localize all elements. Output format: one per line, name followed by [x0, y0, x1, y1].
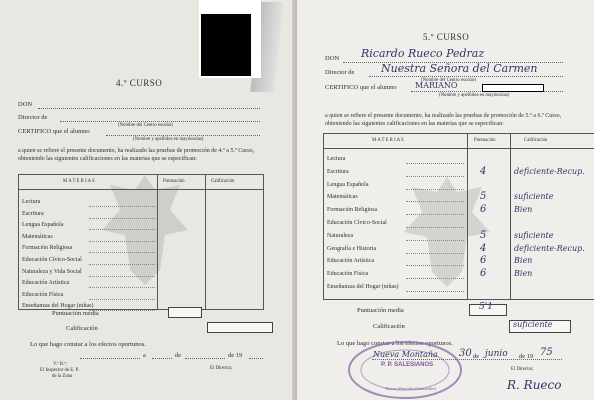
zona-label: de la Zona — [52, 374, 73, 379]
subject-label: Formación Religiosa — [327, 207, 378, 214]
year-line — [249, 358, 263, 359]
date-de: de — [473, 353, 480, 360]
subject-leader — [406, 176, 464, 177]
subject-label: Educación Artística — [327, 258, 375, 265]
puntuacion-media-label: Puntuación media — [52, 310, 99, 317]
intro-paragraph: a quien se refiere el presente documento, ha realizado las pruebas de promoción de 4.º a 5.º Curso, obteniendo las siguientes calificaciones en las materias que se especifican: — [18, 148, 255, 162]
subject-leader — [89, 299, 155, 300]
subject-label: Educación Física — [327, 271, 369, 278]
col-puntuacion: Puntuación — [163, 179, 185, 184]
subject-leader — [406, 214, 464, 215]
centre-caption: (Nombre del Centro escolar) — [421, 78, 477, 83]
subject-leader — [89, 264, 155, 265]
subject-leader — [406, 253, 464, 254]
director-signature: R. Rueco — [507, 378, 562, 392]
subject-label: Enseñanzas del Hogar (niñas) — [327, 284, 399, 290]
subject-leader — [406, 291, 464, 292]
subject-label: Lengua Española — [327, 181, 369, 188]
subject-leader — [89, 218, 155, 219]
director-name: Ricardo Rueco Pedraz — [361, 47, 485, 60]
subject-label: Educación Física — [22, 291, 64, 298]
subject-score: 5 — [480, 191, 487, 203]
subject-label: Matemáticas — [327, 194, 358, 201]
day-value: 30 — [459, 348, 472, 359]
puntuacion-media-label: Puntuación media — [357, 307, 404, 314]
date-year: de 19 — [228, 352, 243, 359]
director-label: Director de — [18, 114, 48, 121]
subject-grade: deficiente-Recup. — [514, 243, 585, 253]
closing-text: Lo que hago constar a los efectos oportunos. — [30, 341, 146, 348]
stamp-subtext: Nueva Montaña (Santander) — [385, 386, 436, 391]
subject-leader — [406, 227, 464, 228]
subject-leader — [89, 241, 155, 242]
subject-leader — [89, 252, 155, 253]
puntuacion-media-value: 5'1 — [479, 302, 493, 312]
subject-label: Geografía e Historia — [327, 245, 376, 252]
subject-grade: Bien — [514, 205, 533, 215]
subject-leader — [406, 201, 464, 202]
redacted-surname — [482, 84, 544, 92]
calificacion-label: Calificación — [373, 323, 405, 330]
student-name: MARIANO — [415, 81, 458, 90]
year-value: 75 — [540, 347, 553, 358]
subject-score: 4 — [480, 242, 487, 254]
director-sign-label: El Director, — [511, 367, 534, 372]
subject-leader — [406, 240, 464, 241]
subject-label: Lengua Española — [22, 222, 64, 229]
stamp-text: P. P. SALESIANOS — [381, 362, 434, 368]
place-line — [80, 358, 140, 359]
name-caption: (Nombre y apellidos en mayúsculas) — [439, 93, 510, 98]
director-label: Director de — [325, 69, 355, 76]
subject-label: Educación Cívico-Social — [327, 220, 387, 226]
school-name: Nuestra Señora del Carmen — [381, 62, 538, 75]
subject-grade: Bien — [514, 256, 533, 266]
subject-label: Educación Cívico-Social — [22, 257, 82, 263]
student-line — [106, 135, 260, 136]
subject-score: 4 — [480, 165, 487, 177]
subject-label: Matemáticas — [22, 233, 53, 240]
don-label: DON — [18, 101, 33, 108]
subject-leader — [406, 265, 464, 266]
subject-leader — [406, 189, 464, 190]
subject-label: Escritura — [22, 210, 44, 217]
col-puntuacion: Puntuación — [474, 138, 496, 143]
calificacion-value: suficiente — [513, 320, 553, 329]
closing-text: Lo que hago constar a los efectos oportunos. — [337, 340, 453, 347]
subject-leader — [89, 206, 155, 207]
date-a: a — [143, 352, 146, 359]
page-title: 4.º CURSO — [116, 78, 163, 88]
subject-label: Lectura — [327, 156, 346, 162]
subject-leader — [89, 276, 155, 277]
subject-leader — [406, 163, 464, 164]
subject-score: 6 — [480, 204, 487, 216]
don-line — [38, 108, 260, 109]
col-calificacion: Calificación — [524, 138, 548, 143]
col-calificacion: Calificación — [211, 179, 235, 184]
date-de: de — [175, 352, 182, 359]
col-materias: M A T E R I A S — [63, 179, 95, 184]
date-line — [372, 359, 562, 360]
director-line — [60, 121, 260, 122]
intro-paragraph: a quien se refiere el presente documento, ha realizado las pruebas de promoción de 5.º a 6.º Curso, obteniendo las siguientes calificaciones en las materias que se especifican: — [325, 113, 562, 127]
month-value: junio — [485, 349, 508, 359]
cert-label: CERTIFICO que el alumno — [325, 84, 397, 91]
day-line — [152, 358, 172, 359]
subject-label: Escritura — [327, 168, 349, 175]
col-materias: M A T E R I A S — [372, 138, 404, 143]
subject-score: 5 — [480, 229, 487, 241]
centre-caption: (Nombre del Centro escolar) — [118, 123, 174, 128]
subject-score: 6 — [480, 255, 487, 267]
subject-score: 6 — [480, 268, 487, 280]
calificacion-box — [207, 322, 273, 333]
name-caption: (Nombre y apellidos en mayúsculas) — [133, 137, 204, 142]
grades-table — [323, 133, 594, 300]
calificacion-label: Calificación — [66, 325, 98, 332]
place-value: Nueva Montaña — [373, 350, 438, 359]
subject-label: Lectura — [22, 199, 41, 205]
month-line — [185, 358, 225, 359]
right-page — [297, 0, 594, 400]
subject-leader — [406, 278, 464, 279]
vb-label: V.º B.º: — [53, 362, 67, 367]
grades-table — [18, 174, 264, 310]
redacted-photo — [201, 14, 251, 76]
subject-grade: deficiente-Recup. — [514, 166, 585, 176]
subject-label: Naturaleza y Vida Social — [22, 268, 82, 275]
subject-grade: Bien — [514, 269, 533, 279]
page-title: 5.º CURSO — [423, 32, 470, 42]
subject-label: Formación Religiosa — [22, 245, 73, 252]
inspector-label: El Inspector de E. P. — [40, 368, 79, 373]
subject-label: Naturaleza — [327, 232, 353, 239]
subject-grade: suficiente — [514, 192, 554, 202]
don-label: DON — [325, 55, 340, 62]
subject-grade: suficiente — [514, 230, 554, 240]
puntuacion-media-box — [168, 307, 202, 318]
director-line — [369, 76, 563, 77]
subject-leader — [89, 287, 155, 288]
director-sign-label: El Director, — [210, 366, 233, 371]
subject-label: Enseñanzas del Hogar (niñas) — [22, 303, 94, 310]
cert-label: CERTIFICO que el alumno — [18, 128, 90, 135]
subject-label: Educación Artística — [22, 280, 70, 287]
year-prefix: de 19 — [519, 353, 534, 360]
subject-leader — [89, 229, 155, 230]
